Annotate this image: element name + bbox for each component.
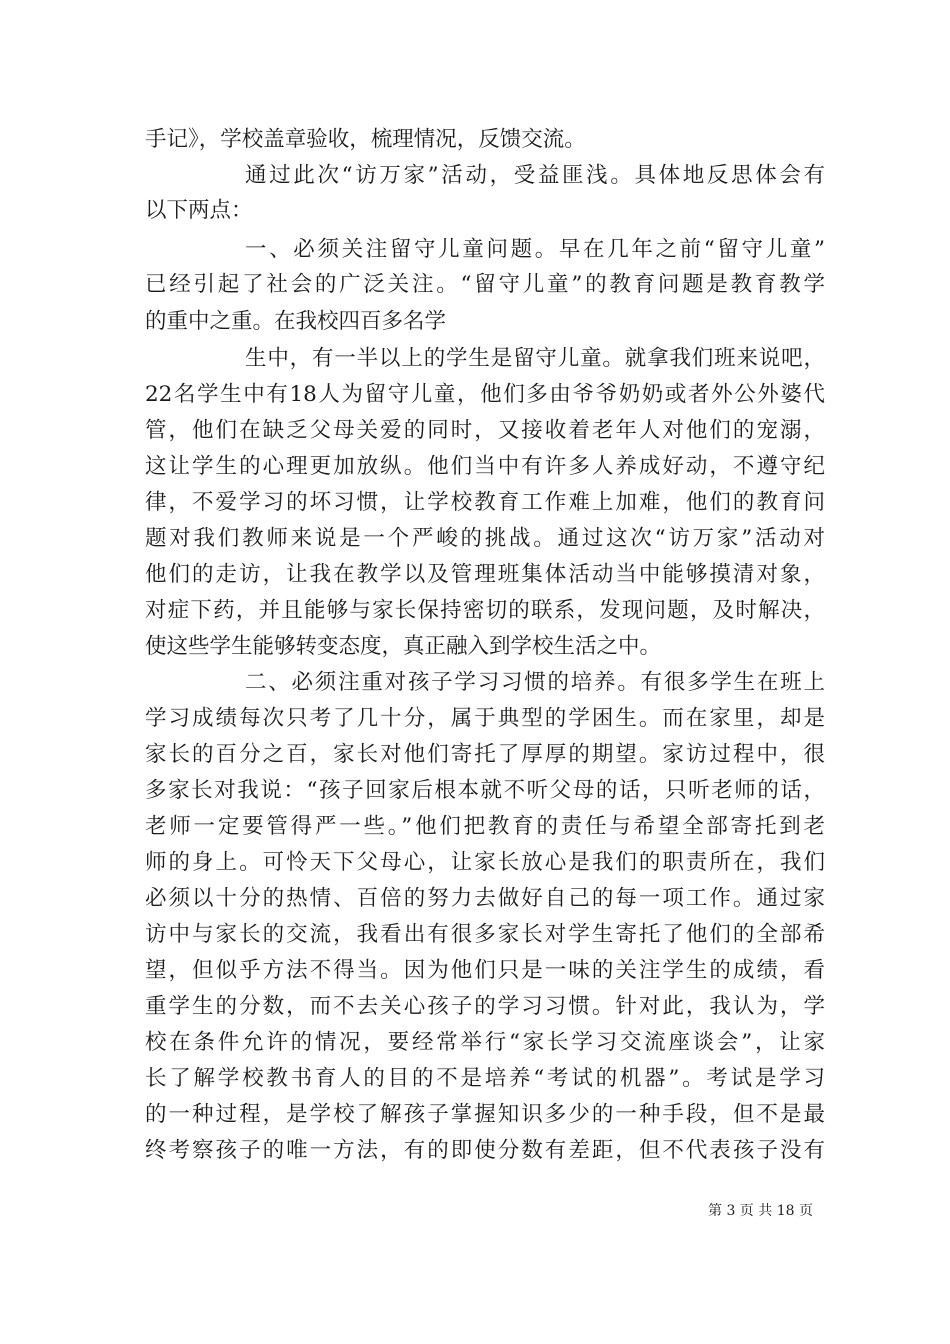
text-line: 手记》，学校盖章验收，梳理情况，反馈交流。	[145, 127, 586, 152]
text-line: 律，不爱学习的坏习惯，让学校教育工作难上加难，他们的教育问	[145, 490, 825, 515]
text-line: 访中与家长的交流，我看出有很多家长对学生寄托了他们的全部希	[145, 922, 825, 947]
text-line: 已经引起了社会的广泛关注。“留守儿童”的教育问题是教育教学	[145, 272, 825, 297]
text-line: 的一种过程，是学校了解孩子掌握知识多少的一种手段，但不是最	[145, 1102, 825, 1127]
text-line: 终考察孩子的唯一方法，有的即使分数有差距，但不代表孩子没有	[145, 1138, 825, 1163]
text-line: 的重中之重。在我校四百多名学	[145, 309, 447, 334]
text-line: 对症下药，并且能够与家长保持密切的联系，发现问题，及时解决，	[145, 598, 825, 623]
text-line: 二、必须注重对孩子学习习惯的培养。有很多学生在班上	[245, 670, 825, 695]
text-line: 校在条件允许的情况，要经常举行“家长学习交流座谈会”，让家	[145, 1030, 825, 1055]
page-number-footer: 第 3 页 共 18 页	[708, 1203, 813, 1219]
text-line: 师的身上。可怜天下父母心，让家长放心是我们的职责所在，我们	[145, 850, 825, 875]
text-line: 多家长对我说：“孩子回家后根本就不听父母的话，只听老师的话，	[145, 778, 825, 803]
text-line: 这让学生的心理更加放纵。他们当中有许多人养成好动，不遵守纪	[145, 454, 825, 479]
text-line: 生中，有一半以上的学生是留守儿童。就拿我们班来说吧，	[245, 346, 825, 371]
text-line: 重学生的分数，而不去关心孩子的学习习惯。针对此，我认为，学	[145, 994, 825, 1019]
text-line: 题对我们教师来说是一个严峻的挑战。通过这次“访万家”活动对	[145, 526, 825, 551]
text-line: 他们的走访，让我在教学以及管理班集体活动当中能够摸清对象，	[145, 562, 825, 587]
text-line: 一、必须关注留守儿童问题。早在几年之前“留守儿童”	[245, 237, 825, 262]
text-line: 学习成绩每次只考了几十分，属于典型的学困生。而在家里，却是	[145, 706, 825, 731]
text-line: 管，他们在缺乏父母关爱的同时，又接收着老年人对他们的宠溺，	[145, 418, 825, 443]
text-line: 长了解学校教书育人的目的不是培养“考试的机器”。考试是学习	[145, 1066, 825, 1091]
text-line: 通过此次“访万家”活动，受益匪浅。具体地反思体会有	[245, 163, 825, 188]
text-line: 老师一定要管得严一些。”他们把教育的责任与希望全部寄托到老	[145, 814, 825, 839]
text-line: 22名学生中有18人为留守儿童，他们多由爷爷奶奶或者外公外婆代	[145, 382, 825, 407]
text-line: 必须以十分的热情、百倍的努力去做好自己的每一项工作。通过家	[145, 886, 825, 911]
text-line: 家长的百分之百，家长对他们寄托了厚厚的期望。家访过程中，很	[145, 742, 825, 767]
text-line: 使这些学生能够转变态度，真正融入到学校生活之中。	[145, 634, 662, 659]
text-line: 望，但似乎方法不得当。因为他们只是一味的关注学生的成绩，看	[145, 958, 825, 983]
text-line: 以下两点：	[145, 198, 253, 223]
